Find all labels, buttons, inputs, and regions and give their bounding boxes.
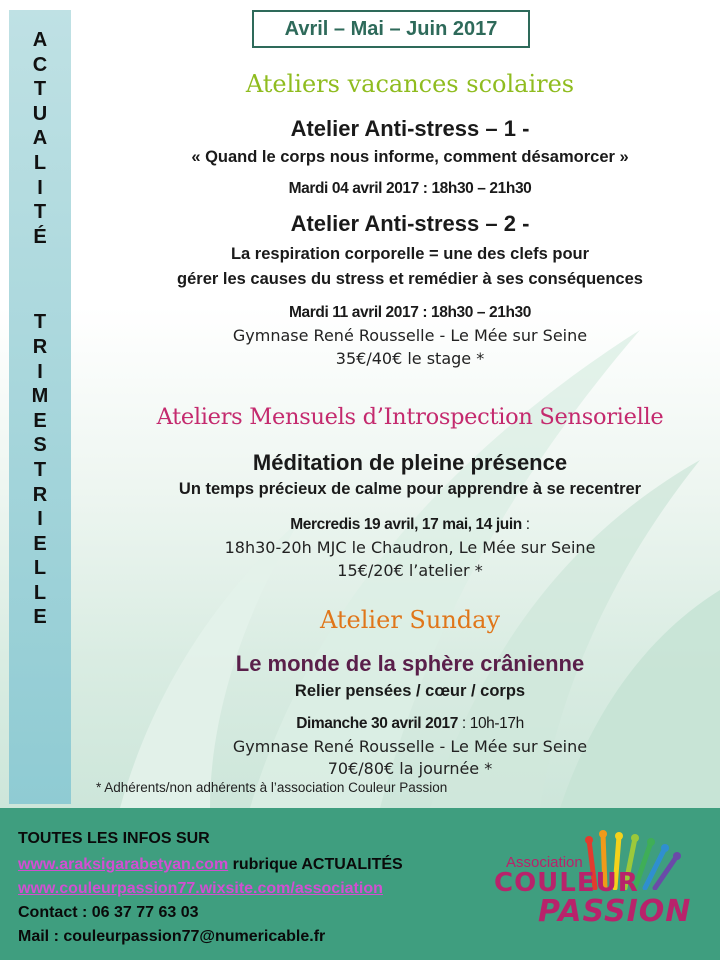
period-box: Avril – Mai – Juin 2017 xyxy=(252,10,530,48)
logo-association-text: Association xyxy=(506,854,583,871)
sidebar-letter: R xyxy=(32,483,48,506)
atelier1-date: Mardi 04 avril 2017 : 18h30 – 21h30 xyxy=(288,180,532,197)
atelier2-price: 35€/40€ le stage * xyxy=(335,349,485,368)
association-link[interactable]: www.couleurpassion77.wixsite.com/association xyxy=(18,880,383,897)
sidebar-letter: T xyxy=(33,311,47,334)
footer-mail: Mail : couleurpassion77@numericable.fr xyxy=(18,928,326,945)
sunday-place: Gymnase René Rousselle - Le Mée sur Seine xyxy=(232,737,588,756)
mensuels-place: 18h30-20h MJC le Chaudron, Le Mée sur Seine xyxy=(224,538,596,557)
mensuels-price: 15€/20€ l’atelier * xyxy=(337,561,483,580)
sidebar-letter: A xyxy=(32,127,48,150)
sidebar-letter: T xyxy=(33,458,47,481)
sunday-date-line xyxy=(100,715,720,733)
sidebar-letter: I xyxy=(37,360,43,383)
atelier1-title: Atelier Anti-stress – 1 - xyxy=(290,116,530,141)
sunday-date: Dimanche 30 avril 2017 xyxy=(296,715,458,732)
atelier1-subtitle: « Quand le corps nous informe, comment désamorcer » xyxy=(191,148,629,166)
sunday-event: Le monde de la sphère crânienne xyxy=(235,651,585,676)
mensuels-dates: Mercredis 19 avril, 17 mai, 14 juin xyxy=(290,516,522,533)
sidebar-letter: L xyxy=(33,151,47,174)
sunday-price: 70€/80€ la journée * xyxy=(327,759,493,778)
sidebar-letter: C xyxy=(32,53,48,76)
atelier2-subtitle-line1: La respiration corporelle = une des clefs pour xyxy=(230,245,590,263)
mensuels-subtitle: Un temps précieux de calme pour apprendre à se recentrer xyxy=(178,480,642,498)
sidebar-letter: T xyxy=(33,201,47,224)
atelier2-title: Atelier Anti-stress – 2 - xyxy=(290,211,530,236)
sidebar-letter: T xyxy=(33,78,47,101)
couleur-passion-logo xyxy=(490,830,700,940)
sidebar-letter: L xyxy=(33,581,47,604)
footer-link1-suffix: rubrique ACTUALITÉS xyxy=(228,856,403,873)
footer-link1-line xyxy=(18,856,403,874)
section-title-vacances: Ateliers vacances scolaires xyxy=(245,70,575,98)
sidebar-letter: R xyxy=(32,335,48,358)
atelier2-date: Mardi 11 avril 2017 : 18h30 – 21h30 xyxy=(289,304,531,321)
atelier2-place: Gymnase René Rousselle - Le Mée sur Seine xyxy=(232,326,588,345)
section-title-mensuels: Ateliers Mensuels d’Introspection Sensorielle xyxy=(156,404,664,430)
mensuels-dates-line xyxy=(100,516,720,534)
sidebar-letter: L xyxy=(33,557,47,580)
website-link[interactable]: www.araksigarabetyan.com xyxy=(18,856,229,873)
sidebar-letter: U xyxy=(32,102,48,125)
sidebar-letter: I xyxy=(37,508,43,531)
footer-contact: Contact : 06 37 77 63 03 xyxy=(18,904,199,921)
sidebar-actualite-trimestrielle xyxy=(9,10,71,804)
sidebar-letter: M xyxy=(31,385,49,408)
sunday-subtitle: Relier pensées / cœur / corps xyxy=(294,682,526,700)
section-title-sunday: Atelier Sunday xyxy=(320,606,500,634)
sunday-time: : 10h-17h xyxy=(458,715,524,732)
sidebar-letter: E xyxy=(33,606,47,629)
membership-note: * Adhérents/non adhérents à l’association Couleur Passion xyxy=(96,780,448,795)
sidebar-letter: E xyxy=(33,409,47,432)
sidebar-letter: S xyxy=(33,434,47,457)
logo-passion-text: PASSION xyxy=(538,894,692,929)
sidebar-letter: É xyxy=(33,225,47,248)
mensuels-dates-suffix: : xyxy=(521,516,530,533)
sidebar-letter: I xyxy=(37,176,43,199)
logo-couleur-text: COULEUR xyxy=(494,868,639,898)
sidebar-letter: E xyxy=(33,532,47,555)
footer-heading: TOUTES LES INFOS SUR xyxy=(18,830,210,847)
mensuels-event: Méditation de pleine présence xyxy=(252,450,568,475)
atelier2-subtitle-line2: gérer les causes du stress et remédier à ses conséquences xyxy=(177,270,643,288)
sidebar-letter: A xyxy=(32,29,48,51)
